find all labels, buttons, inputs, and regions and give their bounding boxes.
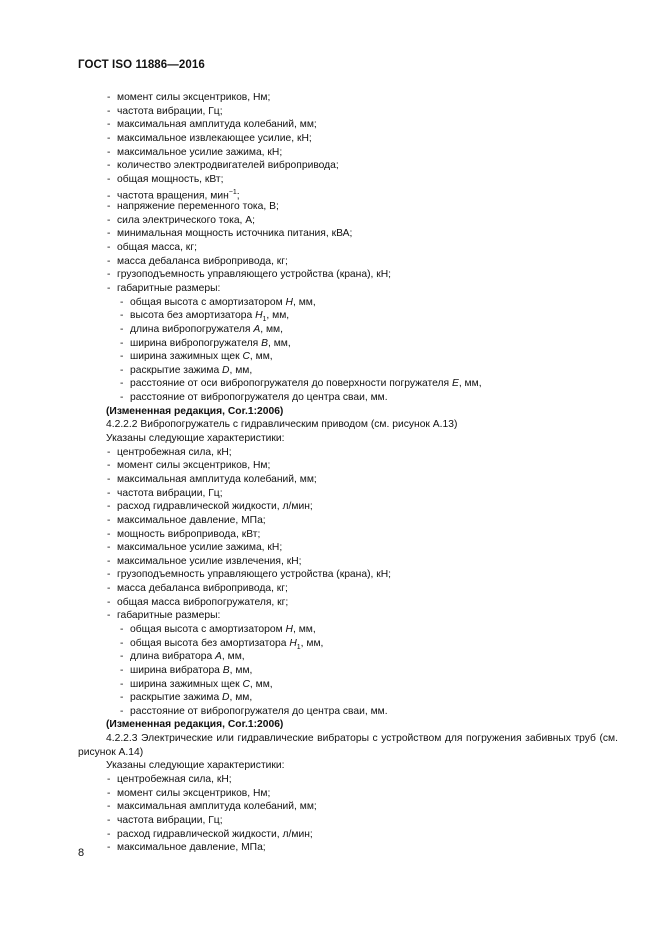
list-item: - общая масса, кг; — [107, 242, 197, 254]
list-item: - габаритные размеры: — [107, 610, 221, 622]
sub-list-item: - ширина вибропогружателя B, мм, — [120, 337, 291, 349]
list-item: - момент силы эксцентриков, Нм; — [107, 92, 271, 103]
list-item: - грузоподъемность управляющего устройства (крана), кН; — [107, 569, 392, 581]
sub-list-item: - длина вибратора A, мм, — [120, 651, 245, 663]
list-item: - максимальное усилие извлечения, кН; — [107, 555, 302, 567]
list-item: - расход гидравлической жидкости, л/мин; — [107, 828, 313, 840]
page-number: 8 — [78, 847, 85, 859]
section-intro: Указаны следующие характеристики: — [106, 433, 285, 445]
sub-list-item: - длина вибропогружателя A, мм, — [120, 323, 283, 335]
page-body — [78, 91, 618, 855]
list-item: - максимальное извлекающее усилие, кН; — [107, 132, 312, 144]
list-item: - максимальная амплитуда колебаний, мм; — [107, 473, 317, 485]
list-item: - центробежная сила, кН; — [107, 774, 232, 786]
sub-list-item: - раскрытие зажима D, мм, — [120, 364, 253, 376]
list-item: - частота вибрации, Гц; — [107, 105, 223, 117]
section-intro: Указаны следующие характеристики: — [106, 760, 285, 772]
section-heading: 4.2.2.2 Вибропогружатель с гидравлическим приводом (см. рисунок А.13) — [106, 419, 458, 431]
sub-list-item: - ширина вибратора B, мм, — [120, 664, 253, 676]
list-item: - расход гидравлической жидкости, л/мин; — [107, 501, 313, 513]
list-item: - максимальное давление, МПа; — [107, 842, 266, 854]
sub-list-item: - расстояние от оси вибропогружателя до поверхности погружателя E, мм, — [120, 378, 482, 390]
list-item: - момент силы эксцентриков, Нм; — [107, 787, 271, 799]
list-item: - масса дебаланса вибропривода, кг; — [107, 255, 288, 267]
list-item: - максимальное усилие зажима, кН; — [107, 146, 283, 158]
sub-list-item: - ширина зажимных щек C, мм, — [120, 351, 273, 363]
list-item: - общая мощность, кВт; — [107, 173, 224, 185]
list-item: - частота вибрации, Гц; — [107, 487, 223, 499]
list-item: - количество электродвигателей вибропривода; — [107, 160, 339, 172]
sub-list-item: - расстояние от вибропогружателя до центра сваи, мм. — [120, 705, 388, 717]
list-item: - центробежная сила, кН; — [107, 446, 232, 458]
sub-list-item: - общая высота с амортизатором H, мм, — [120, 296, 316, 308]
list-item: - максимальное усилие зажима, кН; — [107, 542, 283, 554]
list-item: - частота вибрации, Гц; — [107, 814, 223, 826]
list-item: - минимальная мощность источника питания, кВА; — [107, 228, 353, 240]
list-item: - напряжение переменного тока, В; — [107, 201, 279, 213]
list-item: - частота вращения, мин$^{-1}$; — [107, 189, 240, 202]
document-header: ГОСТ ISO 11886—2016 — [78, 59, 205, 71]
sub-list-item: - общая высота без амортизатора $H_1$, мм, — [120, 637, 324, 651]
list-item: - максимальная амплитуда колебаний, мм; — [107, 801, 317, 813]
list-item: - габаритные размеры: — [107, 282, 221, 294]
list-item: - максимальная амплитуда колебаний, мм; — [107, 119, 317, 131]
section-paragraph: 4.2.2.3 Электрические или гидравлические вибраторы с устройством для погружения забивных труб (см. рисунок А.14) — [78, 733, 618, 758]
sub-list-item: - общая высота с амортизатором H, мм, — [120, 623, 316, 635]
sub-list-item: - ширина зажимных щек C, мм, — [120, 678, 273, 690]
sub-list-item: - расстояние от вибропогружателя до центра сваи, мм. — [120, 392, 388, 404]
list-item: - максимальное давление, МПа; — [107, 514, 266, 526]
sub-list-item: - раскрытие зажима D, мм, — [120, 692, 253, 704]
list-item: - масса дебаланса вибропривода, кг; — [107, 583, 288, 595]
list-item: - мощность вибропривода, кВт; — [107, 528, 261, 540]
list-item: - сила электрического тока, А; — [107, 214, 256, 226]
sub-list-item: - высота без амортизатора $H_1$, мм, — [120, 310, 290, 324]
list-item: - момент силы эксцентриков, Нм; — [107, 460, 271, 472]
amendment-note: (Измененная редакция, Cor.1:2006) — [106, 719, 284, 731]
list-item: - общая масса вибропогружателя, кг; — [107, 596, 289, 608]
list-item: - грузоподъемность управляющего устройства (крана), кН; — [107, 269, 392, 281]
amendment-note: (Измененная редакция, Cor.1:2006) — [106, 405, 284, 417]
